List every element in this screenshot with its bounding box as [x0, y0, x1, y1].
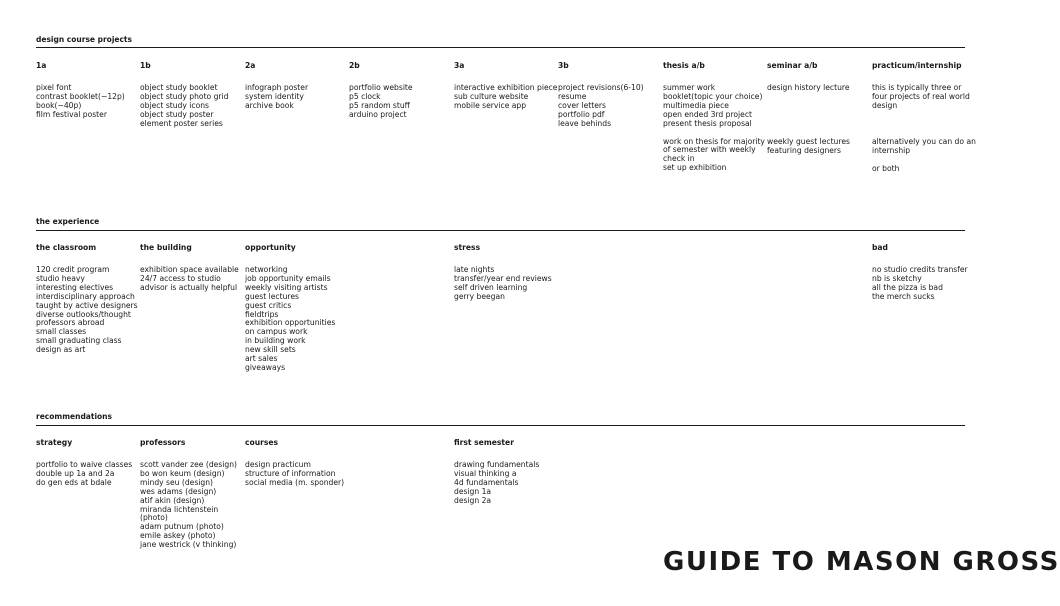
list-item: design practicum [245, 460, 311, 469]
recommendations-column [245, 439, 343, 488]
recommendations-column [36, 439, 134, 488]
column-heading: opportunity [245, 243, 296, 252]
list-item: nb is sketchy [872, 273, 922, 283]
column-heading: 2b [349, 61, 360, 70]
experience-column [36, 243, 138, 355]
list-item: transfer/year end reviews [454, 273, 552, 283]
list-item: weekly visiting artists [245, 282, 328, 292]
list-item: exhibition opportunities [245, 318, 336, 328]
list-item: arduino project [349, 109, 407, 119]
list-item: drawing fundamentals [454, 460, 540, 469]
list-item: bo won keum (design) [140, 468, 225, 478]
list-item: design [872, 100, 898, 110]
list-item: portfolio to waive classes [36, 460, 133, 469]
experience-column [140, 244, 238, 293]
list-item: no studio credits transfer [872, 265, 968, 274]
list-item: structure of information [245, 468, 336, 478]
list-item: object study icons [140, 100, 209, 110]
list-item: of semester with weekly [663, 145, 756, 155]
list-item: guest critics [245, 300, 292, 310]
list-item: book(~40p) [36, 100, 82, 110]
projects-column [454, 61, 558, 111]
line-spacer [872, 111, 970, 120]
list-item: multimedia piece [663, 100, 729, 110]
list-item: job opportunity emails [245, 273, 331, 283]
projects-column [663, 61, 765, 173]
list-item: p5 random stuff [349, 100, 410, 110]
list-item: portfolio website [349, 83, 413, 92]
column-heading: courses [245, 438, 279, 447]
projects-column [558, 62, 656, 129]
list-item: work on thesis for majority [663, 136, 765, 146]
list-item: the merch sucks [872, 291, 935, 301]
list-item: alternatively you can do an [872, 136, 976, 146]
projects-column [36, 62, 134, 120]
list-item: object study poster [140, 109, 214, 119]
line-spacer [767, 120, 865, 129]
projects-column [245, 62, 343, 111]
list-item: resume [558, 91, 587, 101]
list-item: giveaways [245, 362, 286, 372]
list-item: double up 1a and 2a [36, 468, 115, 478]
column-heading: 1b [140, 61, 151, 70]
list-item: summer work [663, 83, 716, 92]
list-item: do gen eds at bdale [36, 477, 112, 487]
projects-column [140, 62, 238, 129]
list-item: adam putnum (photo) [140, 522, 224, 532]
column-heading: the building [140, 243, 192, 252]
list-item: taught by active designers [36, 300, 138, 310]
list-item: leave behinds [558, 118, 612, 128]
list-item: on campus work [245, 327, 308, 337]
list-item: design as art [36, 345, 86, 355]
list-item: project revisions(6-10) [558, 83, 644, 92]
list-item: wes adams (design) [140, 486, 217, 496]
list-item: exhibition space available [140, 265, 239, 274]
list-item: studio heavy [36, 273, 85, 283]
experience-column [454, 244, 552, 302]
line-spacer [872, 120, 970, 129]
list-item: interactive exhibition piece [454, 83, 558, 92]
list-item: social media (m. sponder) [245, 477, 345, 487]
column-heading: strategy [36, 438, 73, 447]
list-item: weekly guest lectures [767, 136, 850, 146]
list-item: mindy seu (design) [140, 477, 214, 487]
list-item: pixel font [36, 83, 72, 92]
list-item: design 2a [454, 495, 492, 505]
line-spacer [767, 111, 865, 120]
line-spacer [767, 93, 865, 102]
list-item: check in [663, 154, 695, 164]
list-item: self driven learning [454, 282, 528, 292]
projects-column [872, 61, 976, 173]
projects-column [349, 62, 447, 120]
column-heading: 2a [245, 61, 256, 70]
list-item: networking [245, 265, 288, 274]
list-item: infograph poster [245, 83, 309, 92]
section-title-recommendations: recommendations [36, 412, 112, 421]
list-item: all the pizza is bad [872, 282, 943, 292]
list-item: jane westrick (v thinking) [140, 540, 237, 550]
list-item: this is typically three or [872, 83, 962, 92]
list-item: featuring designers [767, 145, 842, 155]
list-item: art sales [245, 354, 278, 364]
recommendations-column [454, 439, 552, 506]
guide-title: GUIDE TO MASON GROSS [663, 547, 1060, 577]
list-item: gerry beegan [454, 291, 505, 301]
list-item: set up exhibition [663, 163, 727, 173]
list-item: sub culture website [454, 91, 529, 101]
list-item: archive book [245, 100, 294, 110]
list-item: new skill sets [245, 345, 296, 355]
column-heading: professors [140, 438, 186, 447]
list-item: emile askey (photo) [140, 531, 216, 541]
list-item: mobile service app [454, 100, 527, 110]
list-item: internship [872, 145, 911, 155]
list-item: diverse outlooks/thought [36, 309, 131, 319]
experience-column [872, 244, 970, 302]
list-item: professors abroad [36, 318, 105, 328]
projects-column [767, 62, 865, 156]
column-heading: seminar a/b [767, 61, 818, 70]
list-item: small classes [36, 327, 87, 337]
list-item: guest lectures [245, 291, 299, 301]
list-item: four projects of real world [872, 91, 970, 101]
list-item: atif akin (design) [140, 495, 205, 505]
column-heading: practicum/internship [872, 61, 962, 70]
list-item: miranda lichtenstein [140, 504, 219, 514]
list-item: small graduating class [36, 336, 122, 346]
recommendations-column [140, 439, 238, 550]
list-item: in building work [245, 336, 306, 346]
list-item: interdisciplinary approach [36, 291, 135, 301]
list-item: system identity [245, 91, 304, 101]
column-heading: 3b [558, 61, 569, 70]
list-item: booklet(topic your choice) [663, 91, 763, 101]
list-item: or both [872, 163, 900, 173]
line-spacer [767, 102, 865, 111]
column-heading: the classroom [36, 243, 97, 252]
list-item: element poster series [140, 118, 223, 128]
column-heading: first semester [454, 438, 514, 447]
list-item: open ended 3rd project [663, 109, 752, 119]
list-item: cover letters [558, 100, 607, 110]
list-item: fieldtrips [245, 309, 279, 319]
column-heading: stress [454, 243, 481, 252]
list-item: 4d fundamentals [454, 477, 519, 487]
list-item: interesting electives [36, 282, 114, 292]
list-item: (photo) [140, 513, 168, 523]
list-item: object study booklet [140, 83, 218, 92]
list-item: design 1a [454, 486, 492, 496]
section-divider-recommendations [36, 425, 965, 426]
list-item: 120 credit program [36, 265, 110, 274]
list-item: present thesis proposal [663, 118, 752, 128]
section-title-projects: design course projects [36, 35, 132, 44]
column-heading: thesis a/b [663, 61, 705, 70]
section-divider-projects [36, 47, 965, 48]
list-item: p5 clock [349, 91, 381, 101]
column-heading: 1a [36, 61, 47, 70]
column-heading: bad [872, 243, 888, 252]
list-item: 24/7 access to studio [140, 273, 221, 283]
section-title-experience: the experience [36, 217, 100, 226]
section-divider-experience [36, 230, 965, 231]
list-item: design history lecture [767, 83, 850, 92]
list-item: object study photo grid [140, 91, 229, 101]
list-item: portfolio pdf [558, 109, 605, 119]
list-item: advisor is actually helpful [140, 282, 238, 292]
column-heading: 3a [454, 61, 465, 70]
list-item: film festival poster [36, 109, 107, 119]
list-item: contrast booklet(~12p) [36, 91, 125, 101]
list-item: late nights [454, 265, 495, 274]
experience-column [245, 244, 343, 373]
list-item: scott vander zee (design) [140, 460, 237, 469]
list-item: visual thinking a [454, 468, 517, 478]
